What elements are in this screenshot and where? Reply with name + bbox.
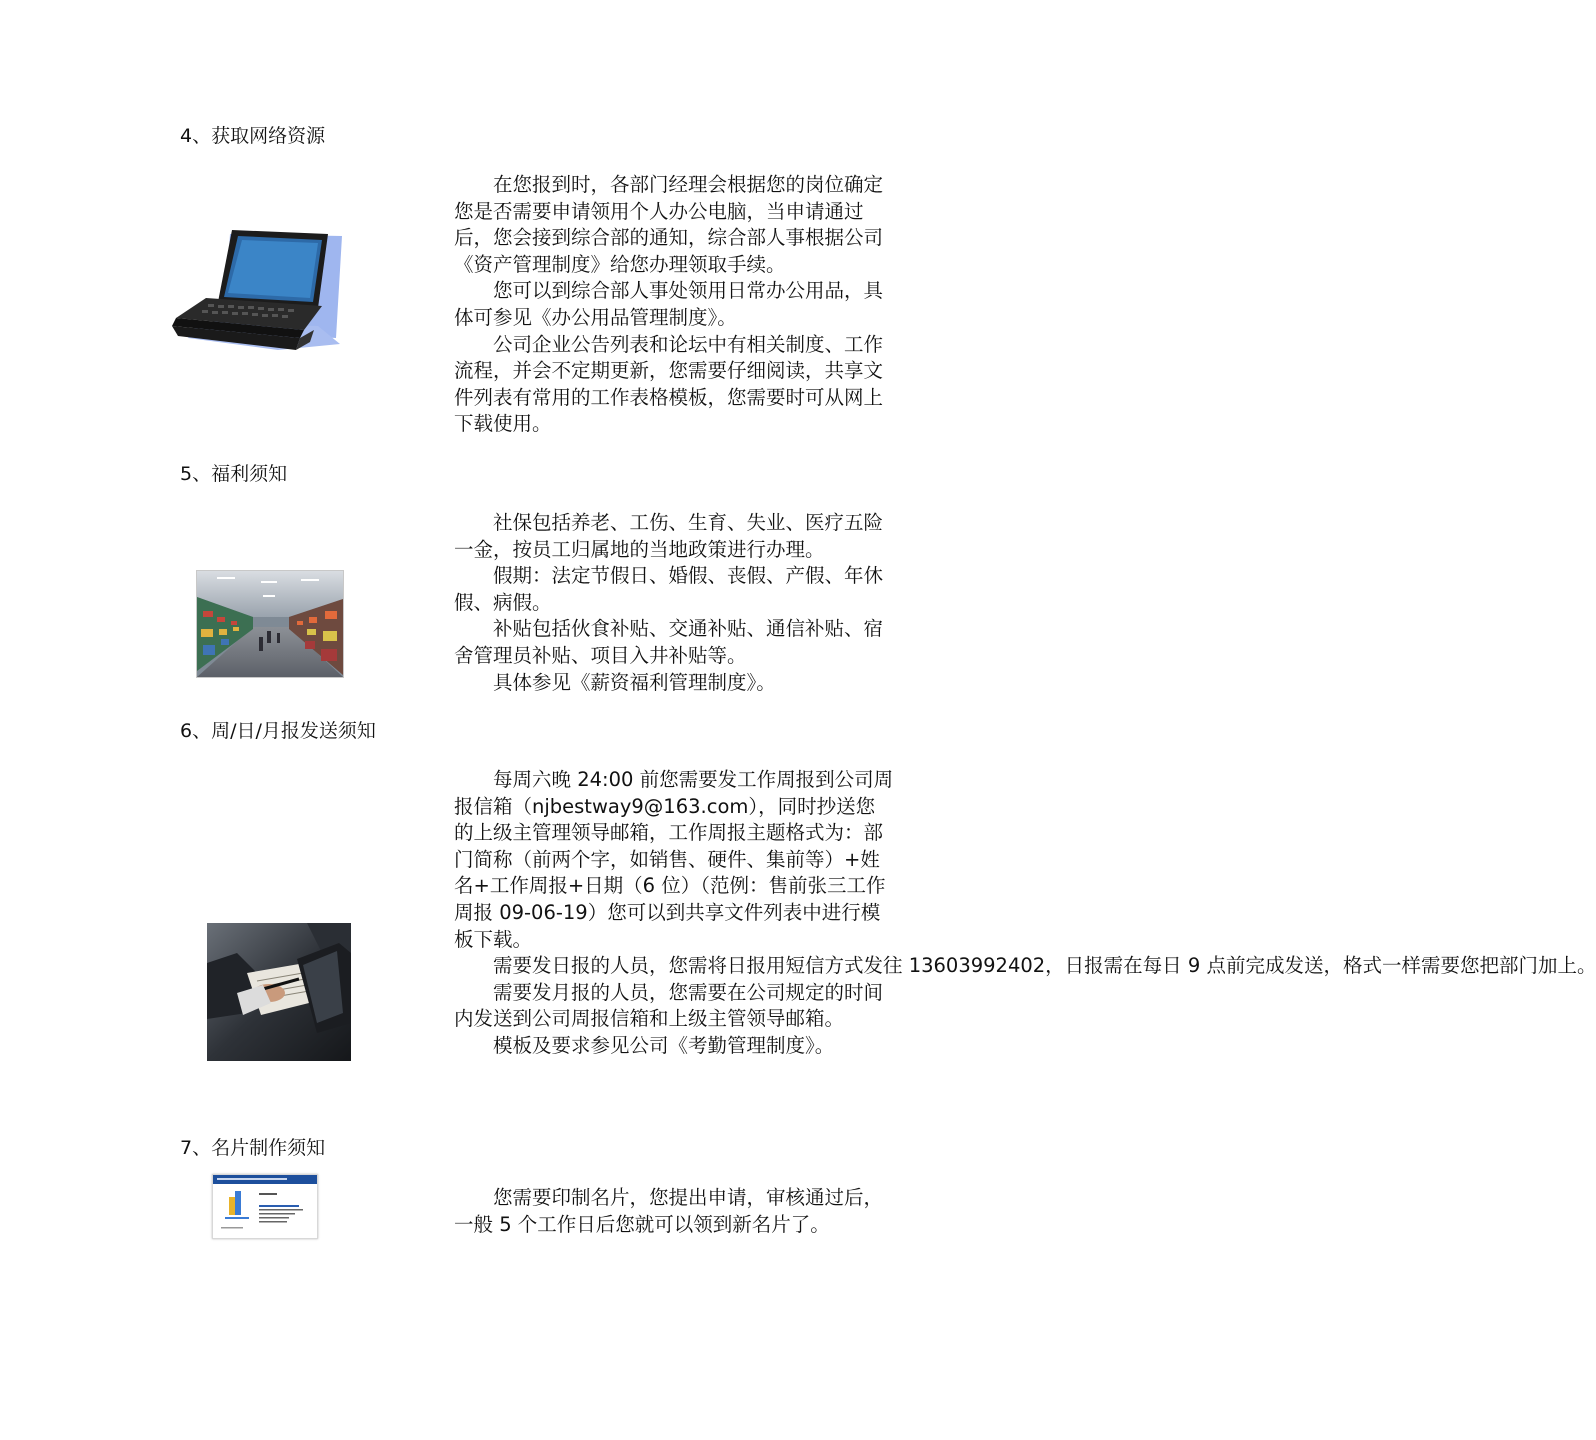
report-sending-text: 每周六晚 24:00 前您需要发工作周报到公司周报信箱（njbestway9@163.com），同时抄送您的上级主管理领导邮箱，工作周报主题格式为：部门简称（前两个字，如销售、硬件、集前等）+姓名+工作周报+日期（6 位）（范例：售前张三工作周报 09-06-19）您可以到共享文件列表中进行模板下载。 需要发日报的人员，您需将日报用短信方式发往 13603992402，日报需在每日 9 点前完成发送，格式一样需要您把部门加上。 需要发月报的人员，您需要在公司规定的时间内发送到公司周报信箱和上级主管领导邮箱。 模板及要求参见公司《考勤管理制度》。	[454, 768, 1596, 1057]
heading-report-sending: 6、周/日/月报发送须知	[180, 720, 376, 742]
network-resources-text: 在您报到时，各部门经理会根据您的岗位确定您是否需要申请领用个人办公电脑，当申请通过后，您会接到综合部的通知，综合部人事根据公司《资产管理制度》给您办理领取手续。 您可以到综合部人事处领用日常办公用品，具体可参见《办公用品管理制度》。 公司企业公告列表和论坛中有相关制度、工作流程，并会不定期更新，您需要仔细阅读，共享文件列表有常用的工作表格模板，您需要时可从网上下载使用。	[454, 173, 884, 436]
supermarket-photo	[196, 570, 344, 678]
heading-network-resources: 4、获取网络资源	[180, 125, 326, 147]
heading-business-card: 7、名片制作须知	[180, 1137, 326, 1159]
welfare-text: 社保包括养老、工伤、生育、失业、医疗五险一金，按员工归属地的当地政策进行办理。 假期：法定节假日、婚假、丧假、产假、年休假、病假。 补贴包括伙食补贴、交通补贴、通信补贴、宿舍管理员补贴、项目入井补贴等。 具体参见《薪资福利管理制度》。	[454, 511, 884, 694]
heading-welfare: 5、福利须知	[180, 463, 288, 485]
person-writing-photo	[207, 923, 351, 1061]
laptop-icon	[168, 226, 346, 356]
business-card-text: 您需要印制名片，您提出申请，审核通过后，一般 5 个工作日后您就可以领到新名片了。	[454, 1186, 884, 1236]
business-card-sample	[212, 1174, 318, 1239]
